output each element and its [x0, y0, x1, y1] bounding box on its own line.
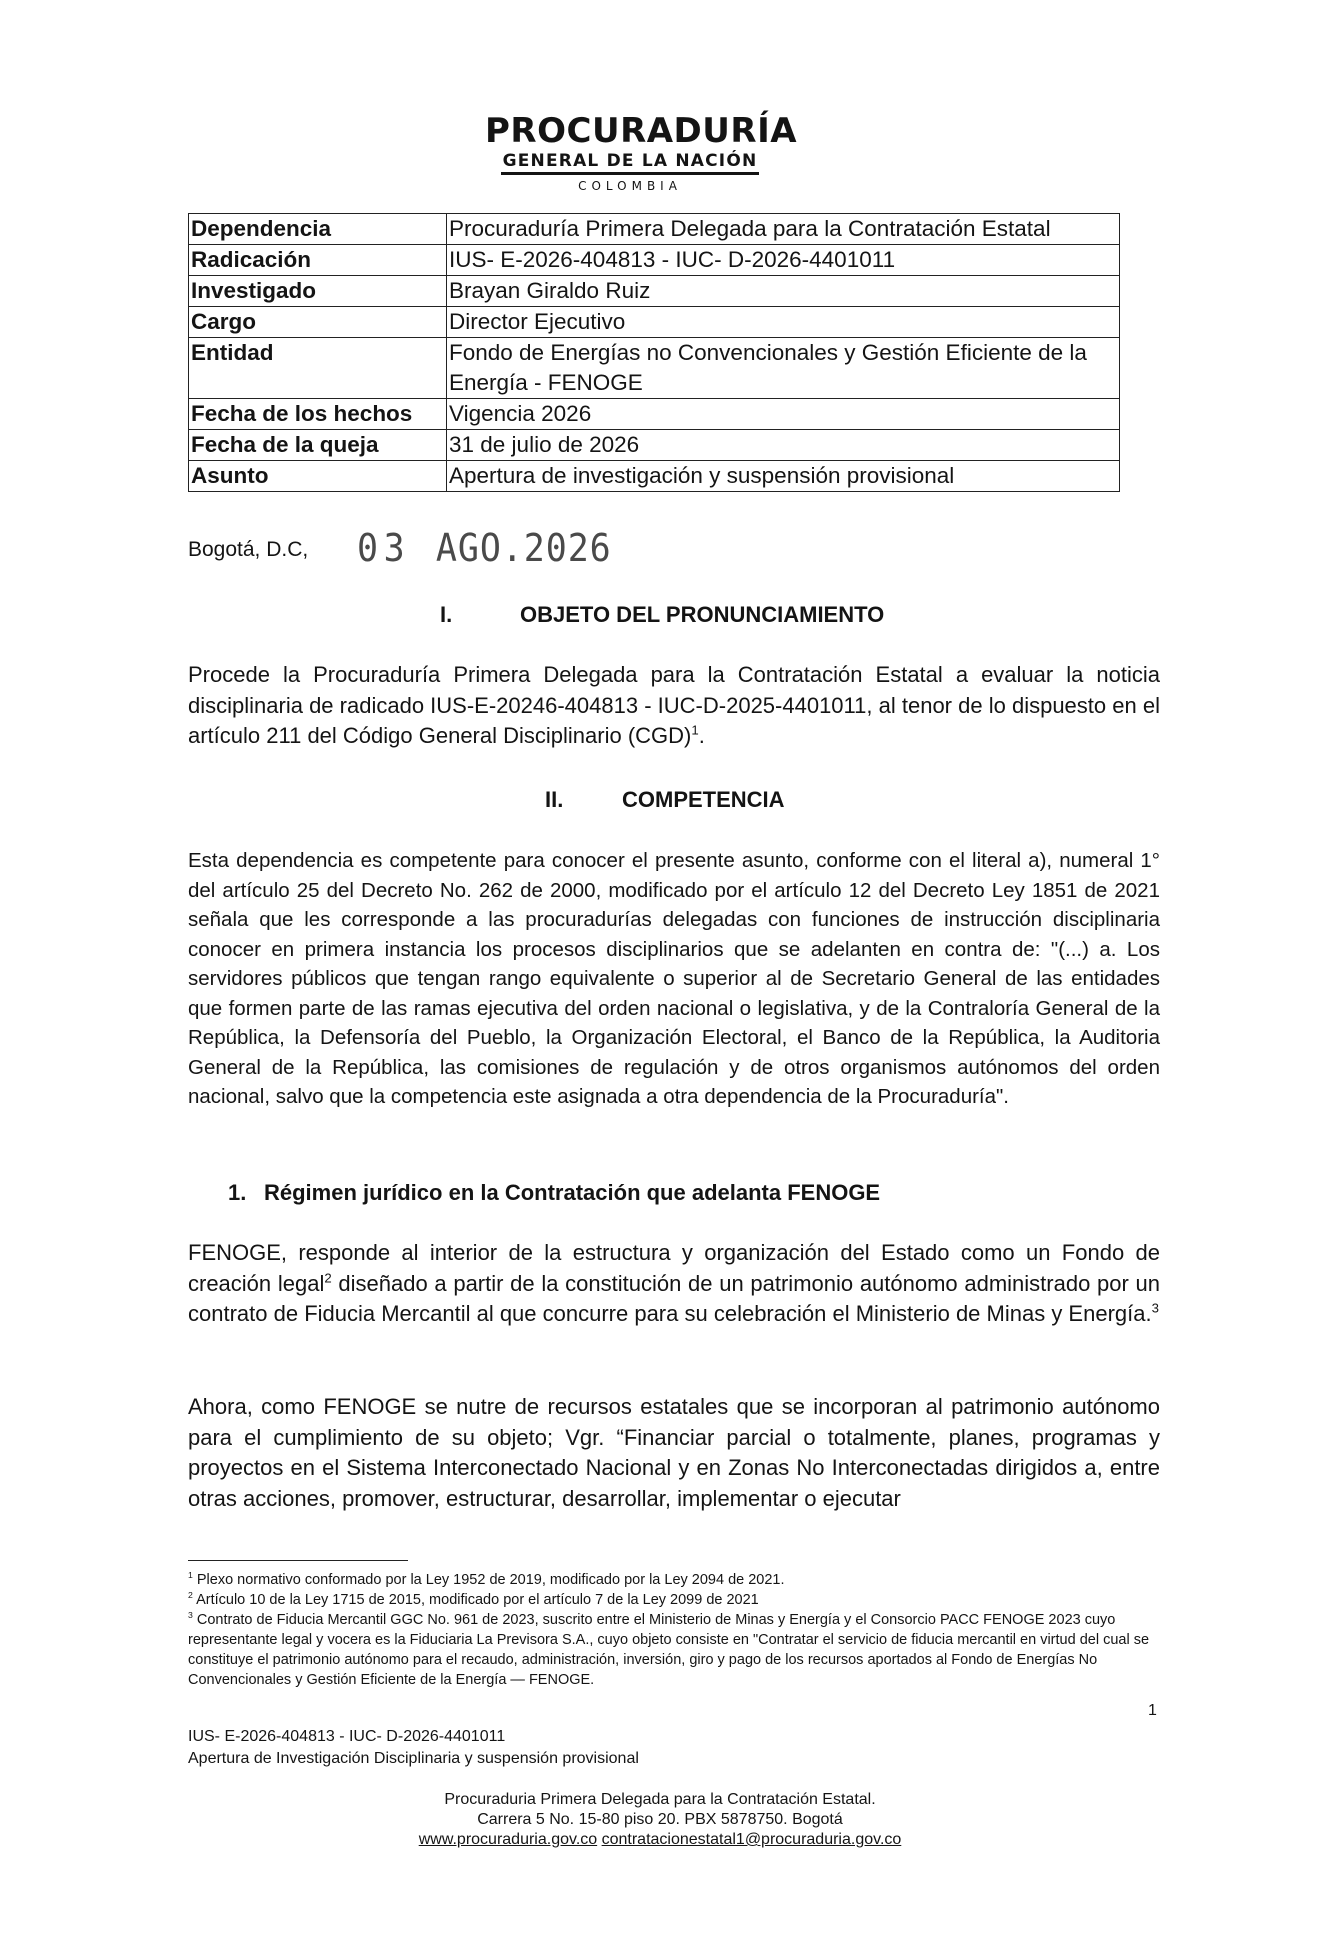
- date-stamp: [357, 526, 612, 570]
- row-label: Dependencia: [189, 214, 447, 245]
- footer-office: Procuraduria Primera Delegada para la Contratación Estatal.: [444, 1791, 876, 1808]
- org-name: PROCURADURÍA: [485, 111, 798, 151]
- footer-case-number: IUS- E-2026-404813 - IUC- D-2026-4401011: [188, 1728, 506, 1745]
- paragraph-end: .: [698, 723, 705, 748]
- row-value: Procuraduría Primera Delegada para la Contratación Estatal: [447, 214, 1120, 245]
- footnote-ref: 2: [324, 1270, 332, 1286]
- footnote-text: Contrato de Fiducia Mercantil GGC No. 961 de 2023, suscrito entre el Ministerio de Minas y Energía y el Consorcio PACC FENOGE 2023 cuyo representante legal y vocera es la Fiduciaria La Previsora S.A., cuyo objeto consiste en "Contratar el servicio de fiducia mercantil en virtud del cual se constituye el patrimonio autónomo para el recaudo, administración, inversión, giro y pago de los recursos aportados al Fondo de Energías No Convencionales y Gestión Eficiente de la Energía — FENOGE.: [188, 1612, 1150, 1688]
- table-row: [189, 214, 1120, 245]
- row-value: Fondo de Energías no Convencionales y Gestión Eficiente de la Energía - FENOGE: [447, 338, 1120, 399]
- paragraph: [188, 660, 1160, 752]
- footnote-text: Plexo normativo conformado por la Ley 1952 de 2019, modificado por la Ley 2094 de 2021.: [192, 1572, 785, 1588]
- footnote: [188, 1610, 1163, 1690]
- section-number: II.: [545, 787, 564, 812]
- paragraph-text: Procede la Procuraduría Primera Delegada para la Contratación Estatal a evaluar la noticia disciplinaria de radicado IUS-E-20246-404813 - IUC-D-2025-4401011, al tenor de lo dispuesto en el artículo 211 del Código General Disciplinario (CGD): [188, 662, 1160, 748]
- letterhead-logo: [485, 111, 798, 195]
- table-row: [189, 338, 1120, 399]
- footnotes: [188, 1570, 1163, 1690]
- footer-address: Carrera 5 No. 15-80 piso 20. PBX 5878750. Bogotá: [477, 1811, 843, 1828]
- email-link[interactable]: contratacionestatal1@procuraduria.gov.co: [601, 1831, 902, 1848]
- footnote: [188, 1570, 1163, 1590]
- footnote: [188, 1590, 1163, 1610]
- footnote-number: 3: [188, 1610, 193, 1621]
- footnote-ref: 3: [1151, 1300, 1159, 1316]
- paragraph: [188, 1392, 1160, 1514]
- table-row: [189, 245, 1120, 276]
- page-number: 1: [1148, 1702, 1157, 1719]
- footer-contact: [380, 1790, 940, 1850]
- website-link[interactable]: www.procuraduria.gov.co: [418, 1831, 598, 1848]
- row-label: Investigado: [189, 276, 447, 307]
- subsection-number: 1.: [228, 1180, 247, 1205]
- row-label: Cargo: [189, 307, 447, 338]
- row-value: Brayan Giraldo Ruiz: [447, 276, 1120, 307]
- table-row: [189, 399, 1120, 430]
- paragraph-text: diseñado a partir de la constitución de un patrimonio autónomo administrado por un contrato de Fiducia Mercantil al que concurre para su celebración el Ministerio de Minas y Energía.: [188, 1270, 1160, 1326]
- subsection-heading: [228, 1180, 880, 1206]
- row-value: 31 de julio de 2026: [447, 430, 1120, 461]
- stamp-day: 03: [357, 526, 411, 570]
- row-value: IUS- E-2026-404813 - IUC- D-2026-4401011: [447, 245, 1120, 276]
- footnote-text: Artículo 10 de la Ley 1715 de 2015, modificado por el artículo 7 de la Ley 2099 de 2021: [192, 1592, 759, 1608]
- paragraph: [188, 1238, 1160, 1330]
- table-row: [189, 430, 1120, 461]
- section-number: I.: [440, 602, 453, 627]
- footnote-number: 1: [188, 1570, 193, 1581]
- row-label: Radicación: [189, 245, 447, 276]
- footer-subject: Apertura de Investigación Disciplinaria y suspensión provisional: [188, 1750, 639, 1767]
- footnote-divider: [188, 1560, 408, 1561]
- stamp-year: 2026: [523, 526, 612, 570]
- row-label: Fecha de la queja: [189, 430, 447, 461]
- paragraph-text: Esta dependencia es competente para conocer el presente asunto, conforme con el literal a), numeral 1° del artículo 25 del Decreto No. 262 de 2000, modificado por el artículo 12 del Decreto Ley 1851 de 2021 señala que les corresponde a las procuradurías delegadas con funciones de instrucción disciplinaria conocer en primera instancia los procesos disciplinarios que se adelanten en contra de: "(...) a. Los servidores públicos que tengan rango equivalente o superior al de Secretario General de las entidades que formen parte de las ramas ejecutiva del orden nacional o legislativa, y de la Contraloría General de la República, la Defensoría del Pueblo, la Organización Electoral, el Banco de la República, la Auditoria General de la República, las comisiones de regulación y de otros organismos autónomos del orden nacional, salvo que la competencia este asignada a otra dependencia de la Procuraduría".: [188, 849, 1160, 1108]
- section-title: COMPETENCIA: [622, 787, 785, 812]
- table-row: [189, 307, 1120, 338]
- row-value: Apertura de investigación y suspensión provisional: [447, 461, 1120, 492]
- table-row: [189, 461, 1120, 492]
- section-heading: [545, 787, 785, 813]
- case-info-table: [188, 213, 1120, 492]
- stamp-month: AGO.: [435, 526, 524, 570]
- row-value: Vigencia 2026: [447, 399, 1120, 430]
- paragraph: [188, 846, 1160, 1112]
- footnote-ref: 1: [691, 722, 699, 738]
- table-row: [189, 276, 1120, 307]
- row-label: Entidad: [189, 338, 447, 399]
- org-subname: GENERAL DE LA NACIÓN: [501, 150, 760, 175]
- paragraph-text: Ahora, como FENOGE se nutre de recursos estatales que se incorporan al patrimonio autónomo para el cumplimiento de su objeto; Vgr. “Financiar parcial o totalmente, planes, programas y proyectos en el Sistema Interconectado Nacional y en Zonas No Interconectadas dirigidos a, entre otras acciones, promover, estructurar, desarrollar, implementar o ejecutar: [188, 1394, 1160, 1511]
- footer-reference: [188, 1726, 639, 1770]
- section-title: OBJETO DEL PRONUNCIAMIENTO: [520, 602, 885, 627]
- row-label: Fecha de los hechos: [189, 399, 447, 430]
- place-line: Bogotá, D.C,: [188, 538, 309, 561]
- subsection-title: Régimen jurídico en la Contratación que adelanta FENOGE: [264, 1180, 881, 1205]
- row-value: Director Ejecutivo: [447, 307, 1120, 338]
- paragraph-text: FENOGE, responde al interior de la estructura y organización del Estado como un Fondo de creación legal: [188, 1240, 1160, 1296]
- footnote-number: 2: [188, 1590, 193, 1601]
- section-heading: [440, 602, 884, 628]
- row-label: Asunto: [189, 461, 447, 492]
- org-country: COLOMBIA: [578, 179, 682, 193]
